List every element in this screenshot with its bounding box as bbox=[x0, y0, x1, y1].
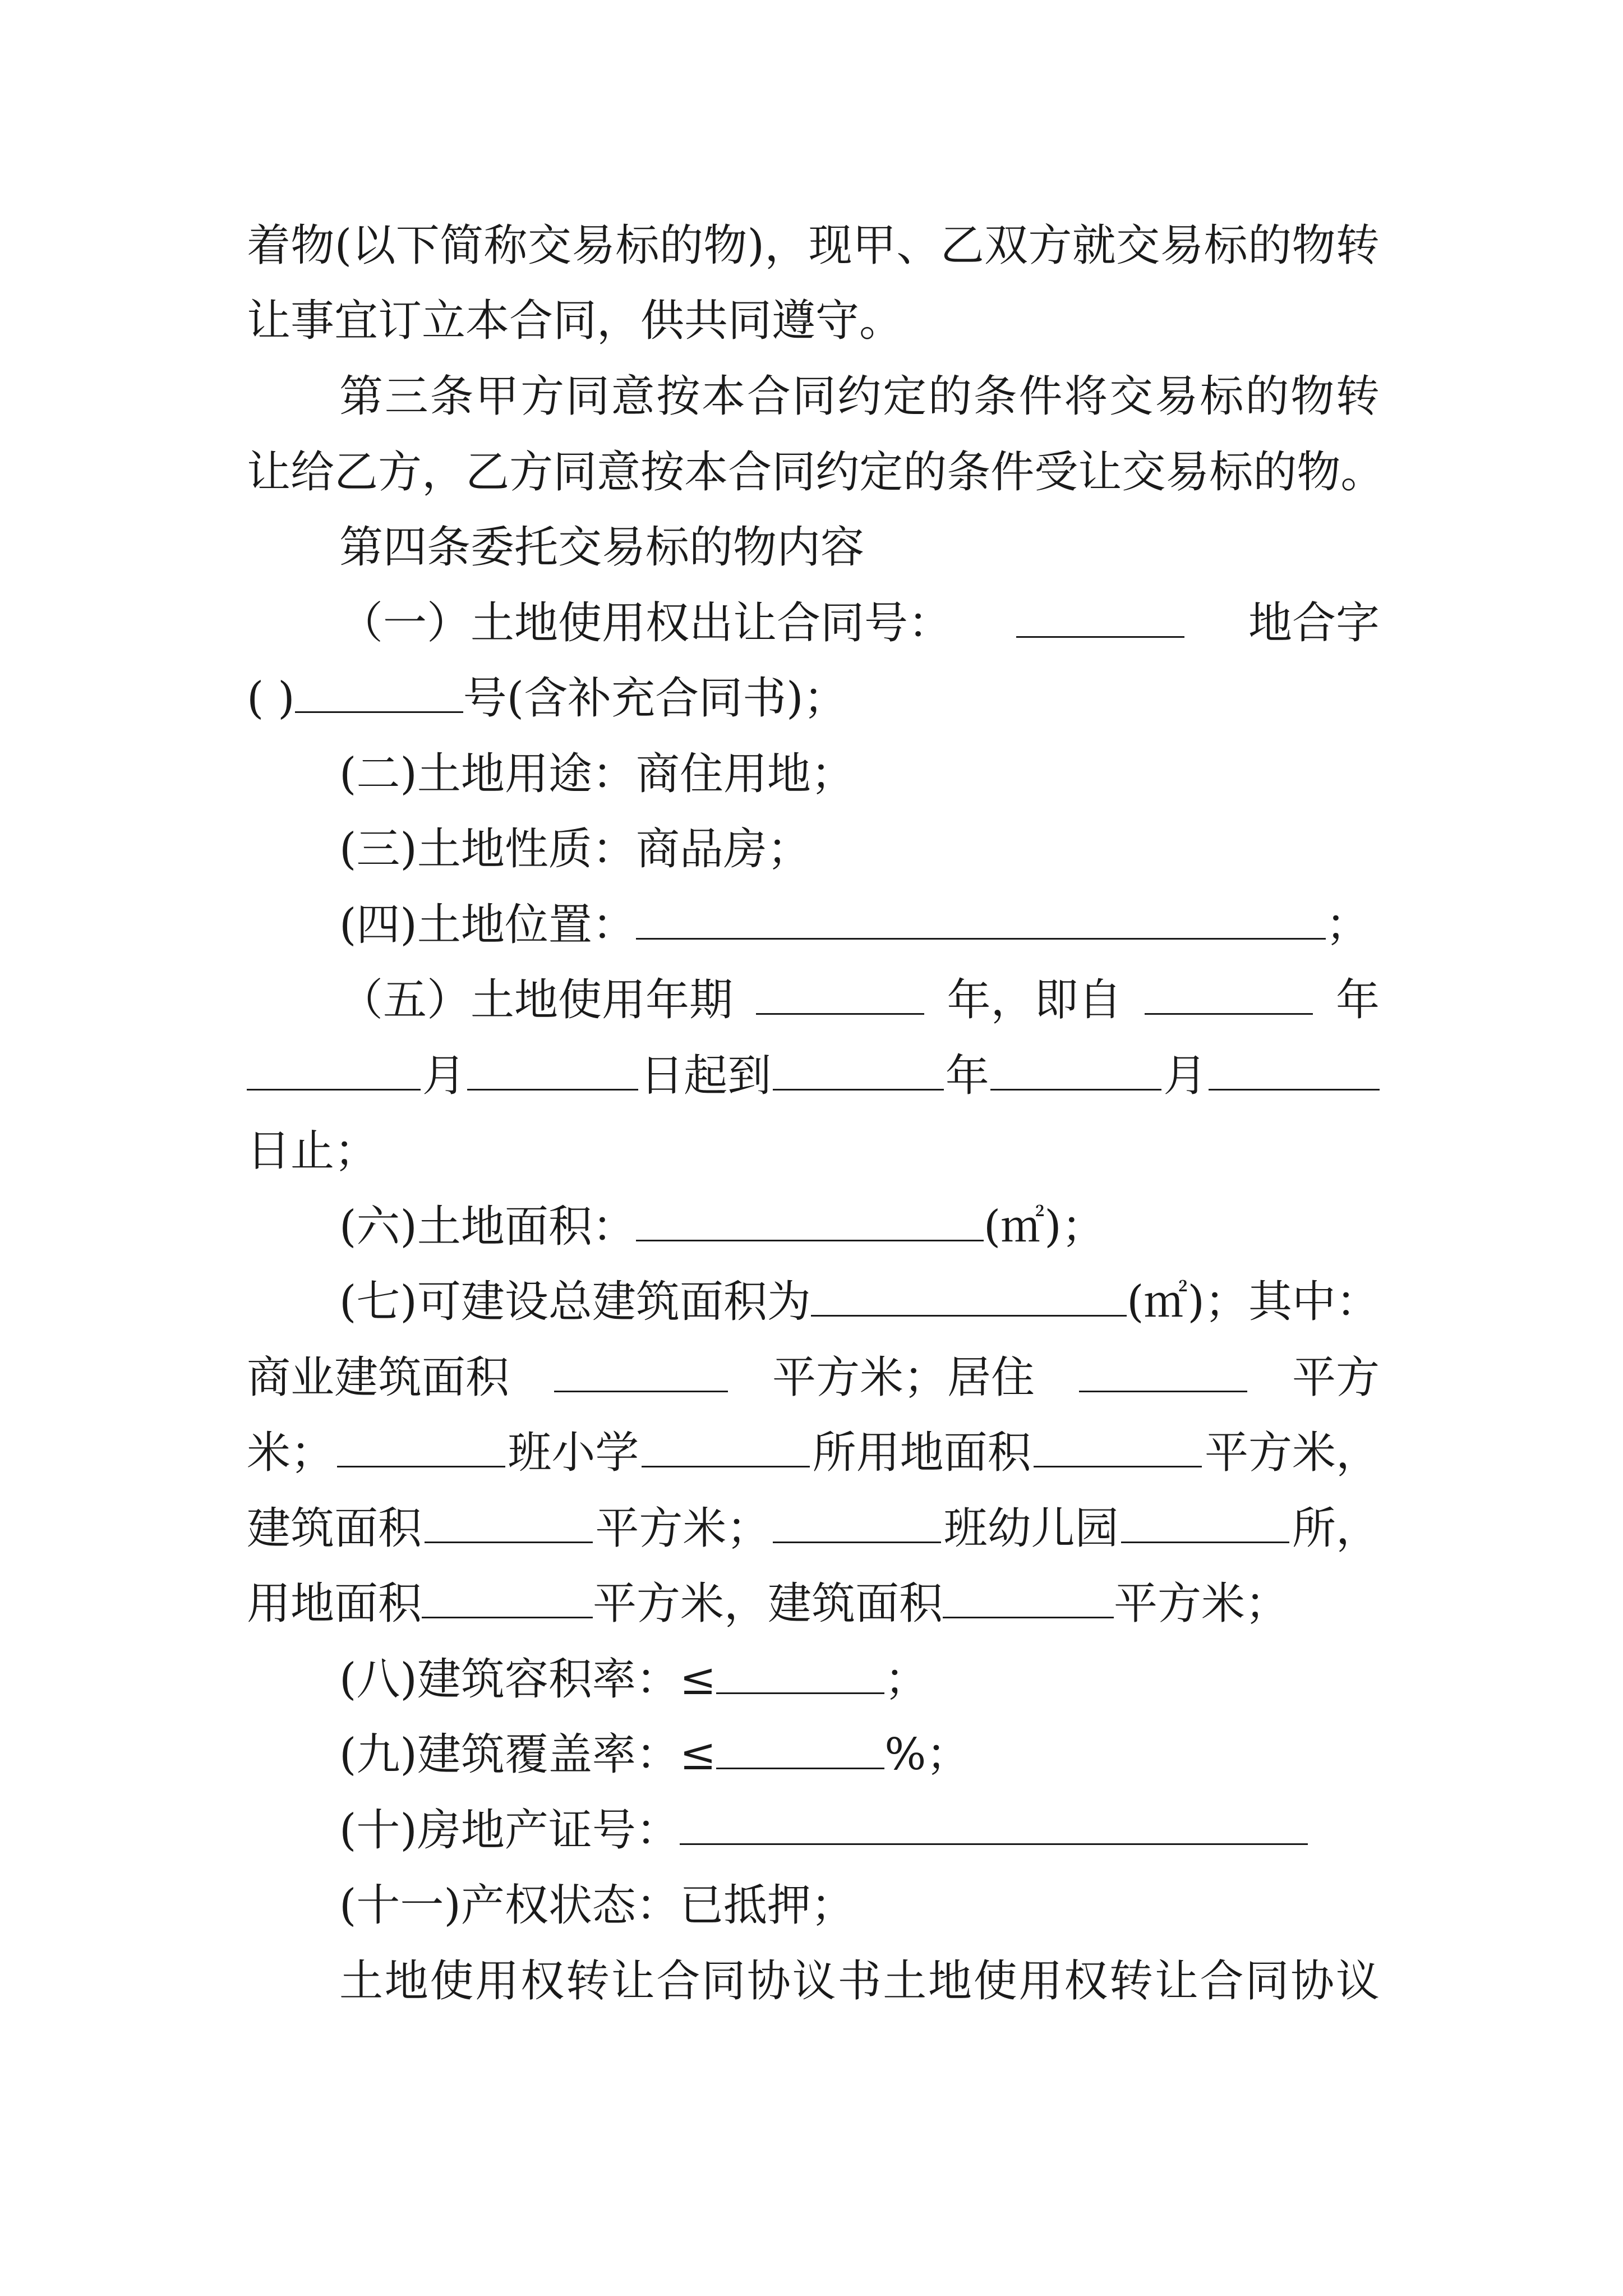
text: 让事宜订立本合同，供共同遵守。 bbox=[247, 296, 903, 346]
text: 商业建筑面积 bbox=[247, 1352, 510, 1403]
item-9-line bbox=[339, 1727, 1380, 1783]
primary-land-area-blank bbox=[1034, 1427, 1202, 1467]
text: 平方 bbox=[1292, 1352, 1380, 1403]
text: 年 bbox=[1335, 975, 1380, 1025]
text: 日起到 bbox=[640, 1051, 772, 1101]
text: (六)土地面积： bbox=[339, 1202, 636, 1252]
text: 年，即自 bbox=[947, 975, 1122, 1025]
text: 平方米，建筑面积 bbox=[593, 1579, 943, 1629]
text: 所， bbox=[1292, 1503, 1380, 1554]
clause-3-line bbox=[339, 369, 1380, 425]
text: 号(含补充合同书)； bbox=[463, 673, 847, 724]
text: 月 bbox=[422, 1051, 466, 1101]
paragraph-line bbox=[247, 293, 1380, 349]
land-location-blank bbox=[636, 899, 1326, 940]
text: (九)建筑覆盖率：≤ bbox=[339, 1729, 717, 1780]
start-day-blank bbox=[467, 1050, 638, 1091]
text: (二)土地用途：商住用地； bbox=[339, 749, 855, 799]
text: (十一)产权状态：已抵押； bbox=[339, 1880, 855, 1931]
text: 平方米； bbox=[1114, 1579, 1289, 1629]
coverage-ratio-blank bbox=[716, 1728, 884, 1769]
contract-serial-blank bbox=[295, 672, 463, 713]
text: 班小学 bbox=[508, 1428, 639, 1478]
paragraph-line bbox=[247, 218, 1380, 274]
item-7-continued bbox=[247, 1425, 1380, 1481]
text: 土 地 使 用 权 转 让 合 同 协 议 书 土 地 使 用 权 转 让 合 同 协 议 bbox=[339, 1956, 1380, 2007]
end-day-blank bbox=[1209, 1050, 1380, 1091]
clause-4-heading bbox=[339, 519, 1380, 576]
item-6-line bbox=[339, 1199, 1380, 1255]
kindergarten-count-blank bbox=[1121, 1502, 1289, 1543]
item-7-continued bbox=[247, 1501, 1380, 1557]
text: 平方米， bbox=[1204, 1428, 1380, 1478]
item-5-end bbox=[247, 1123, 1380, 1179]
text: 日止； bbox=[247, 1126, 379, 1176]
certificate-number-blank bbox=[680, 1804, 1308, 1845]
text: ( ) bbox=[247, 673, 295, 724]
item-11-line bbox=[339, 1878, 1380, 1934]
text: 建筑面积 bbox=[247, 1503, 422, 1554]
text: 年 bbox=[945, 1051, 989, 1101]
text: ； bbox=[884, 1654, 929, 1705]
item-4-line bbox=[339, 897, 1380, 953]
text: 着 物 ( 以 下 简 称 交 易 标 的 物 ) ， 现 甲 、 乙 双 方 就 交 易 标 的 物 转 bbox=[247, 220, 1380, 271]
contract-number-blank bbox=[1016, 597, 1184, 638]
text: 班幼儿园 bbox=[943, 1503, 1119, 1554]
kindergarten-classes-blank bbox=[773, 1502, 941, 1543]
plot-ratio-blank bbox=[716, 1653, 884, 1694]
item-7-continued bbox=[247, 1350, 1380, 1406]
kindergarten-land-area-blank bbox=[422, 1577, 593, 1618]
commercial-area-blank bbox=[554, 1351, 728, 1392]
text: ； bbox=[1325, 900, 1370, 950]
total-floor-area-blank bbox=[811, 1276, 1127, 1317]
end-month-blank bbox=[990, 1050, 1161, 1091]
text: (七)可建设总建筑面积为 bbox=[339, 1277, 811, 1327]
start-year-blank bbox=[1145, 974, 1313, 1015]
primary-school-count-blank bbox=[642, 1427, 810, 1467]
residential-area-blank bbox=[1079, 1351, 1247, 1392]
term-years-blank bbox=[756, 974, 924, 1015]
item-5-line bbox=[339, 972, 1380, 1028]
land-area-blank bbox=[636, 1200, 984, 1241]
item-7-continued bbox=[247, 1576, 1380, 1632]
item-7-line bbox=[339, 1274, 1380, 1330]
primary-floor-area-blank bbox=[425, 1502, 593, 1543]
item-1-continued bbox=[247, 670, 1380, 726]
text: (㎡)；其中： bbox=[1127, 1277, 1380, 1327]
text: 所用地面积 bbox=[812, 1428, 1031, 1478]
text: 地合字 bbox=[1248, 598, 1380, 648]
paragraph-line bbox=[247, 444, 1385, 500]
text: 平方米；居住 bbox=[772, 1352, 1035, 1403]
text: （五）土地使用年期 bbox=[339, 975, 734, 1025]
item-5-continued bbox=[247, 1048, 1380, 1104]
item-8-line bbox=[339, 1651, 1380, 1708]
text: （一）土地使用权出让合同号： bbox=[339, 598, 952, 648]
item-2-line bbox=[339, 746, 1380, 802]
text: 月 bbox=[1163, 1051, 1207, 1101]
text: 米； bbox=[247, 1428, 335, 1478]
kindergarten-floor-area-blank bbox=[943, 1577, 1114, 1618]
text: (㎡)； bbox=[983, 1202, 1105, 1252]
text: (四)土地位置： bbox=[339, 900, 636, 950]
item-3-line bbox=[339, 821, 1380, 877]
text: 用地面积 bbox=[247, 1579, 422, 1629]
text: 让 给 乙 方 ， 乙 方 同 意 按 本 合 同 约 定 的 条 件 受 让 交 易 标 的 物 。 bbox=[247, 447, 1385, 498]
text: 第 三 条 甲 方 同 意 按 本 合 同 约 定 的 条 件 将 交 易 标 的 物 转 bbox=[339, 371, 1380, 422]
primary-classes-blank bbox=[337, 1427, 505, 1467]
footer-title-line bbox=[339, 1953, 1380, 2009]
text: (十)房地产证号： bbox=[339, 1805, 680, 1856]
text: (三)土地性质：商品房； bbox=[339, 824, 811, 875]
text: 平方米； bbox=[595, 1503, 771, 1554]
end-year-blank bbox=[773, 1050, 944, 1091]
text: 第四条委托交易标的物内容 bbox=[339, 522, 865, 573]
text: (八)建筑容积率：≤ bbox=[339, 1654, 717, 1705]
start-month-blank bbox=[247, 1050, 421, 1091]
item-1-line bbox=[339, 595, 1380, 651]
item-10-line bbox=[339, 1802, 1380, 1858]
text: %； bbox=[884, 1729, 970, 1780]
